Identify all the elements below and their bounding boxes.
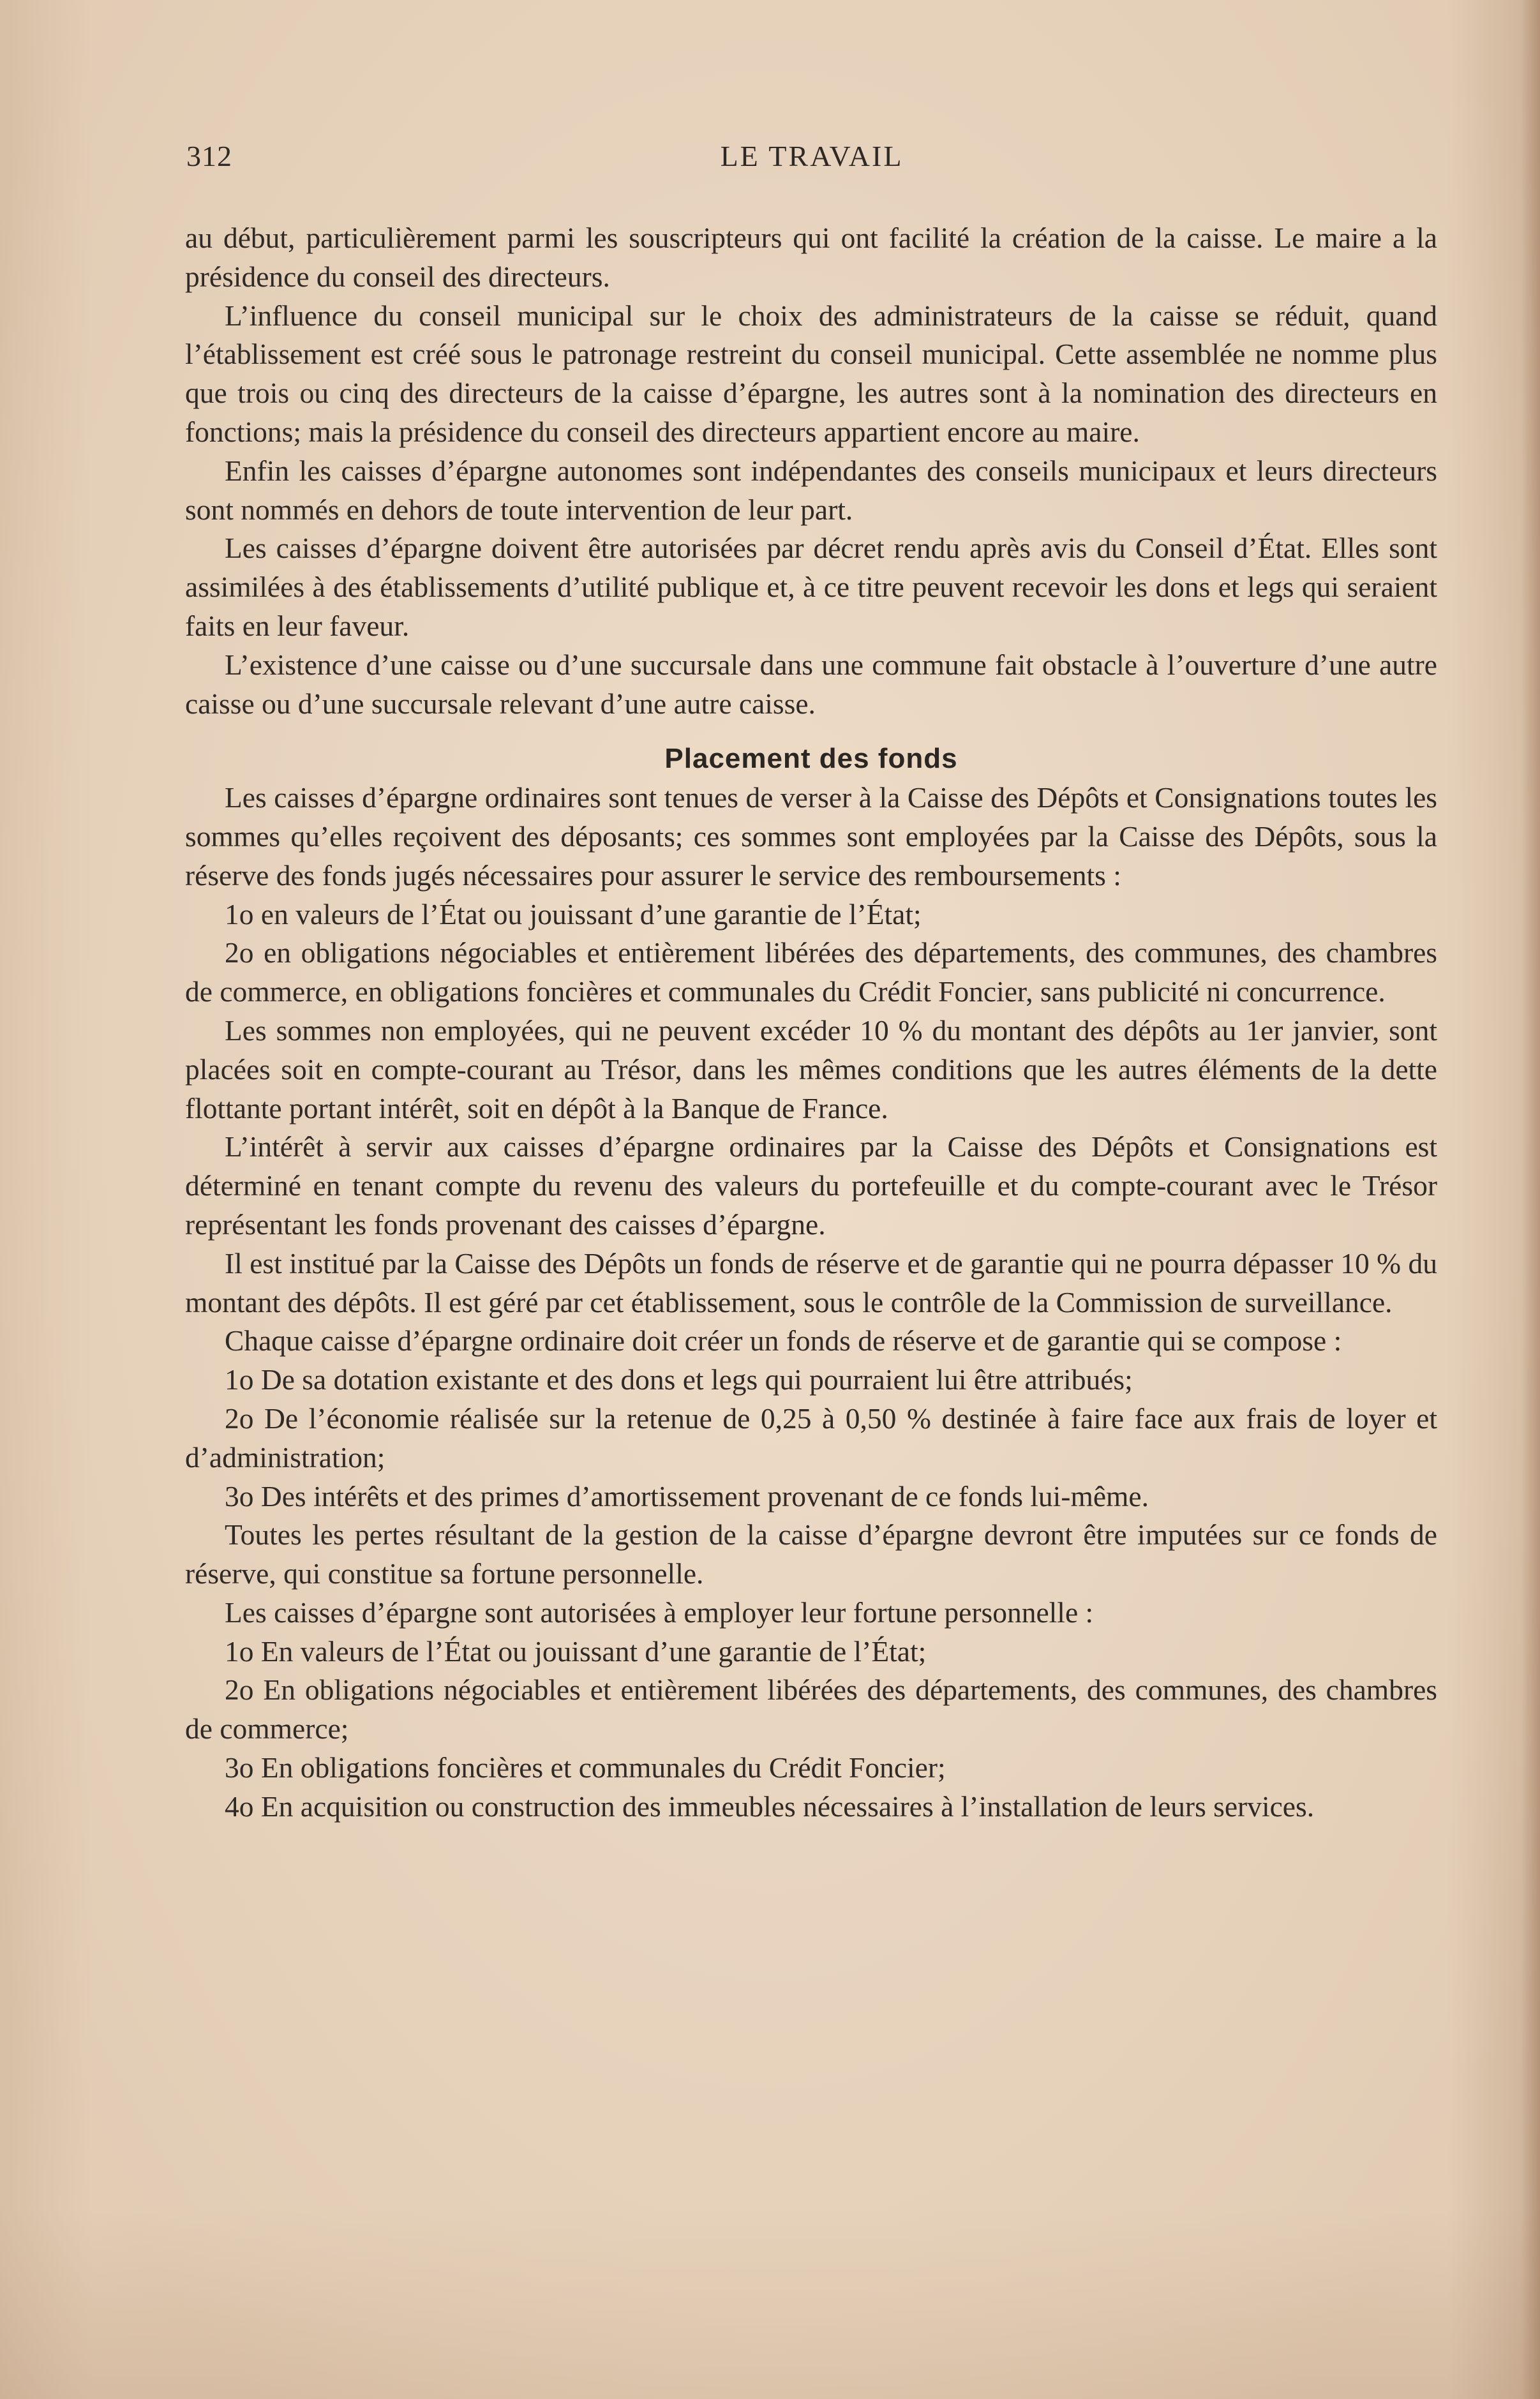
running-title: LE TRAVAIL [720, 140, 904, 172]
list-item: 1o De sa dotation existante et des dons et legs qui pourraient lui être attribués; [225, 1363, 1133, 1396]
paragraph: Les sommes non employées, qui ne peuvent excéder 10 % du montant des dépôts au 1er janvier, sont placées soit en compte-courant au Trésor, dans les mêmes conditions que les autres éléments de la dette flottante portant intérêt, soit en dépôt à la Banque de France. [185, 1013, 1437, 1125]
paragraph: L’existence d’une caisse ou d’une succursale dans une commune fait obstacle à l’ouverture d’une autre caisse ou d’une succursale relevant d’une autre caisse. [185, 648, 1437, 720]
paragraph: Les caisses d’épargne ordinaires sont tenues de verser à la Caisse des Dépôts et Consignations toutes les sommes qu’elles reçoivent des déposants; ces sommes sont employées par la Caisse des Dépôts, sous la réserve des fonds jugés nécessaires pour assurer le service des remboursements : [185, 781, 1437, 892]
list-item: 1o En valeurs de l’État ou jouissant d’une garantie de l’État; [225, 1634, 927, 1668]
list-item: 3o En obligations foncières et communales du Crédit Foncier; [225, 1751, 946, 1784]
paragraph: Chaque caisse d’épargne ordinaire doit créer un fonds de réserve et de garantie qui se compose : [225, 1324, 1342, 1357]
list-item: 4o En acquisition ou construction des immeubles nécessaires à l’installation de leurs services. [225, 1790, 1315, 1823]
paragraph: Enfin les caisses d’épargne autonomes sont indépendantes des conseils municipaux et leurs directeurs sont nommés en dehors de toute intervention de leur part. [185, 454, 1437, 526]
list-item: 3o Des intérêts et des primes d’amortissement provenant de ce fonds lui-même. [225, 1479, 1149, 1513]
paragraph: Les caisses d’épargne doivent être autorisées par décret rendu après avis du Conseil d’État. Elles sont assimilées à des établissements d’utilité publique et, à ce titre peuvent recevoir les dons et legs qui seraient faits en leur faveur. [185, 532, 1437, 642]
paragraph: L’influence du conseil municipal sur le choix des administrateurs de la caisse se réduit, quand l’établissement est créé sous le patronage restreint du conseil municipal. Cette assemblée ne nomme plus que trois ou cinq des directeurs de la caisse d’épargne, les autres sont à la nomination des directeurs en fonctions; mais la présidence du conseil des directeurs appartient encore au maire. [185, 299, 1437, 448]
paragraph: Il est institué par la Caisse des Dépôts un fonds de réserve et de garantie qui ne pourra dépasser 10 % du montant des dépôts. Il est géré par cet établissement, sous le contrôle de la Commission de surveillance. [185, 1246, 1437, 1319]
section-heading: Placement des fonds [664, 743, 958, 775]
list-item: 2o De l’économie réalisée sur la retenue de 0,25 à 0,50 % destinée à faire face aux frais de loyer et d’administration; [185, 1401, 1437, 1474]
page-header [186, 139, 1437, 184]
body-text [185, 219, 1437, 1827]
list-item: 2o En obligations négociables et entièrement libérées des départements, des communes, des chambres de commerce; [185, 1673, 1437, 1745]
paragraph: Toutes les pertes résultant de la gestion de la caisse d’épargne devront être imputées sur ce fonds de réserve, qui constitue sa fortune personnelle. [185, 1518, 1437, 1590]
page-edge-shadow [1521, 0, 1540, 2399]
list-item: 1o en valeurs de l’État ou jouissant d’une garantie de l’État; [225, 897, 922, 930]
list-item: 2o en obligations négociables et entièrement libérées des départements, des communes, des chambres de commerce, en obligations foncières et communales du Crédit Foncier, sans publicité ni concurrence. [185, 936, 1437, 1008]
paragraph: L’intérêt à servir aux caisses d’épargne ordinaires par la Caisse des Dépôts et Consignations est déterminé en tenant compte du revenu des valeurs du portefeuille et du compte-courant avec le Trésor représentant les fonds provenant des caisses d’épargne. [185, 1130, 1437, 1241]
paragraph: Les caisses d’épargne sont autorisées à employer leur fortune personnelle : [225, 1596, 1094, 1629]
page-number: 312 [186, 140, 232, 172]
paragraph: au début, particulièrement parmi les souscripteurs qui ont facilité la création de la caisse. Le maire a la présidence du conseil des directeurs. [185, 221, 1437, 293]
